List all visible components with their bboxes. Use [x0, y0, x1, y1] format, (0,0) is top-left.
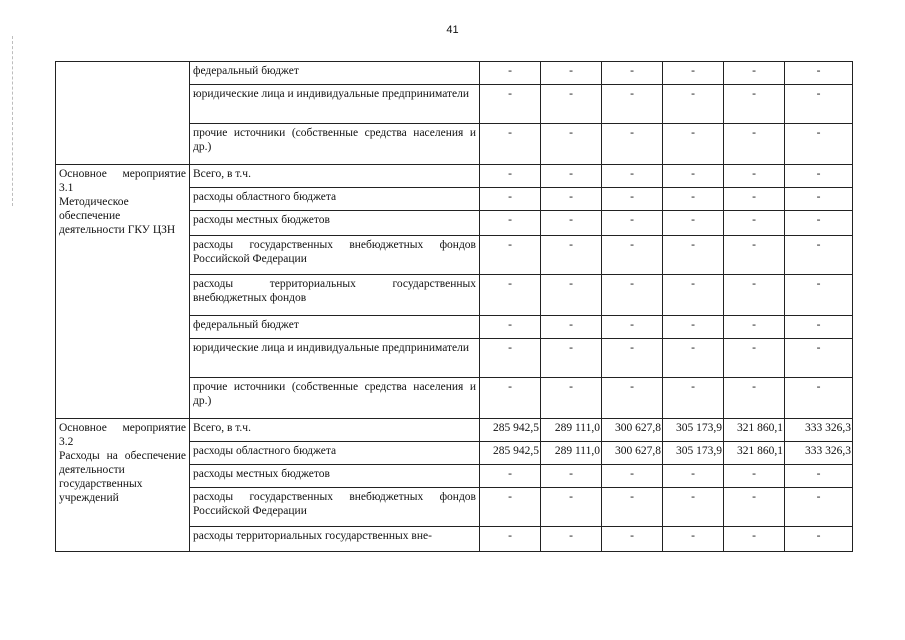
value-cell: -	[602, 165, 663, 188]
value-cell: -	[480, 339, 541, 378]
value-cell: -	[663, 275, 724, 316]
value-cell: -	[785, 339, 853, 378]
value-cell: -	[785, 188, 853, 211]
table-row	[56, 62, 853, 85]
value-cell: -	[663, 188, 724, 211]
value-cell: -	[663, 165, 724, 188]
value-cell: -	[541, 527, 602, 552]
value-cell: -	[663, 316, 724, 339]
value-cell: -	[602, 85, 663, 124]
value-cell: -	[785, 378, 853, 419]
value-cell: 285 942,5	[480, 442, 541, 465]
value-cell: -	[541, 62, 602, 85]
value-cell: -	[541, 85, 602, 124]
value-cell: -	[663, 488, 724, 527]
value-cell: -	[602, 488, 663, 527]
value-cell: -	[724, 488, 785, 527]
value-cell: -	[785, 124, 853, 165]
source-cell: юридические лица и индивидуальные предприниматели	[190, 85, 480, 124]
source-cell: Всего, в т.ч.	[190, 419, 480, 442]
budget-table	[55, 61, 853, 552]
value-cell: 300 627,8	[602, 419, 663, 442]
table-row	[56, 165, 853, 188]
value-cell: -	[602, 316, 663, 339]
value-cell: -	[541, 465, 602, 488]
value-cell: -	[724, 236, 785, 275]
event-cell	[56, 419, 190, 552]
source-cell: расходы территориальных государственных вне-	[190, 527, 480, 552]
event-subtitle: Расходы на обеспечение деятельности государственных учреждений	[59, 450, 186, 504]
value-cell: -	[785, 275, 853, 316]
value-cell: -	[663, 236, 724, 275]
value-cell: 300 627,8	[602, 442, 663, 465]
value-cell: -	[785, 85, 853, 124]
value-cell: -	[541, 165, 602, 188]
source-cell: расходы местных бюджетов	[190, 211, 480, 236]
value-cell: -	[480, 211, 541, 236]
value-cell: -	[480, 165, 541, 188]
value-cell: 321 860,1	[724, 442, 785, 465]
page-number: 41	[446, 24, 459, 36]
value-cell: -	[785, 316, 853, 339]
value-cell: -	[541, 236, 602, 275]
value-cell: -	[785, 488, 853, 527]
value-cell: 333 326,3	[785, 419, 853, 442]
value-cell: -	[541, 275, 602, 316]
value-cell: -	[724, 316, 785, 339]
source-cell: прочие источники (собственные средства населения и др.)	[190, 378, 480, 419]
value-cell: -	[663, 62, 724, 85]
value-cell: -	[663, 465, 724, 488]
value-cell: 289 111,0	[541, 442, 602, 465]
value-cell: -	[724, 378, 785, 419]
value-cell: 321 860,1	[724, 419, 785, 442]
source-cell: расходы территориальных государственных внебюджетных фондов	[190, 275, 480, 316]
value-cell: -	[663, 124, 724, 165]
value-cell: -	[663, 339, 724, 378]
value-cell: -	[602, 62, 663, 85]
value-cell: -	[541, 378, 602, 419]
table-row	[56, 419, 853, 442]
value-cell: -	[541, 339, 602, 378]
value-cell: -	[541, 124, 602, 165]
event-title: Основное мероприятие 3.2	[59, 422, 186, 448]
value-cell: -	[480, 275, 541, 316]
value-cell: -	[541, 211, 602, 236]
value-cell: -	[602, 275, 663, 316]
value-cell: -	[602, 527, 663, 552]
value-cell: -	[663, 527, 724, 552]
source-cell: прочие источники (собственные средства населения и др.)	[190, 124, 480, 165]
value-cell: -	[785, 236, 853, 275]
source-cell: федеральный бюджет	[190, 62, 480, 85]
source-cell: юридические лица и индивидуальные предприниматели	[190, 339, 480, 378]
value-cell: 289 111,0	[541, 419, 602, 442]
source-cell: расходы областного бюджета	[190, 442, 480, 465]
value-cell: -	[663, 85, 724, 124]
value-cell: -	[663, 211, 724, 236]
value-cell: -	[724, 62, 785, 85]
value-cell: 333 326,3	[785, 442, 853, 465]
value-cell: 285 942,5	[480, 419, 541, 442]
value-cell: -	[602, 339, 663, 378]
value-cell: 305 173,9	[663, 419, 724, 442]
value-cell: -	[602, 236, 663, 275]
value-cell: -	[480, 236, 541, 275]
value-cell: -	[724, 527, 785, 552]
event-cell	[56, 165, 190, 419]
value-cell: -	[785, 165, 853, 188]
source-cell: расходы местных бюджетов	[190, 465, 480, 488]
value-cell: -	[602, 465, 663, 488]
value-cell: -	[480, 188, 541, 211]
value-cell: -	[480, 488, 541, 527]
value-cell: -	[541, 488, 602, 527]
value-cell: -	[480, 527, 541, 552]
source-cell: федеральный бюджет	[190, 316, 480, 339]
value-cell: -	[724, 188, 785, 211]
value-cell: -	[724, 465, 785, 488]
value-cell: -	[480, 378, 541, 419]
value-cell: 305 173,9	[663, 442, 724, 465]
source-cell: расходы областного бюджета	[190, 188, 480, 211]
value-cell: -	[541, 188, 602, 211]
source-cell: расходы государственных внебюджетных фондов Российской Федерации	[190, 236, 480, 275]
value-cell: -	[602, 124, 663, 165]
value-cell: -	[724, 85, 785, 124]
value-cell: -	[724, 275, 785, 316]
value-cell: -	[480, 465, 541, 488]
value-cell: -	[602, 378, 663, 419]
source-cell: Всего, в т.ч.	[190, 165, 480, 188]
value-cell: -	[785, 527, 853, 552]
source-cell: расходы государственных внебюджетных фондов Российской Федерации	[190, 488, 480, 527]
value-cell: -	[480, 124, 541, 165]
value-cell: -	[602, 188, 663, 211]
value-cell: -	[480, 316, 541, 339]
value-cell: -	[785, 465, 853, 488]
value-cell: -	[724, 211, 785, 236]
value-cell: -	[785, 211, 853, 236]
value-cell: -	[541, 316, 602, 339]
value-cell: -	[602, 211, 663, 236]
value-cell: -	[785, 62, 853, 85]
value-cell: -	[480, 85, 541, 124]
value-cell: -	[480, 62, 541, 85]
value-cell: -	[724, 339, 785, 378]
value-cell: -	[724, 124, 785, 165]
value-cell: -	[724, 165, 785, 188]
event-cell-continued	[56, 62, 190, 165]
event-title: Основное мероприятие 3.1	[59, 168, 186, 194]
event-subtitle: Методическое обеспечение деятельности ГКУ ЦЗН	[59, 196, 176, 236]
value-cell: -	[663, 378, 724, 419]
binding-margin-line	[12, 36, 14, 206]
